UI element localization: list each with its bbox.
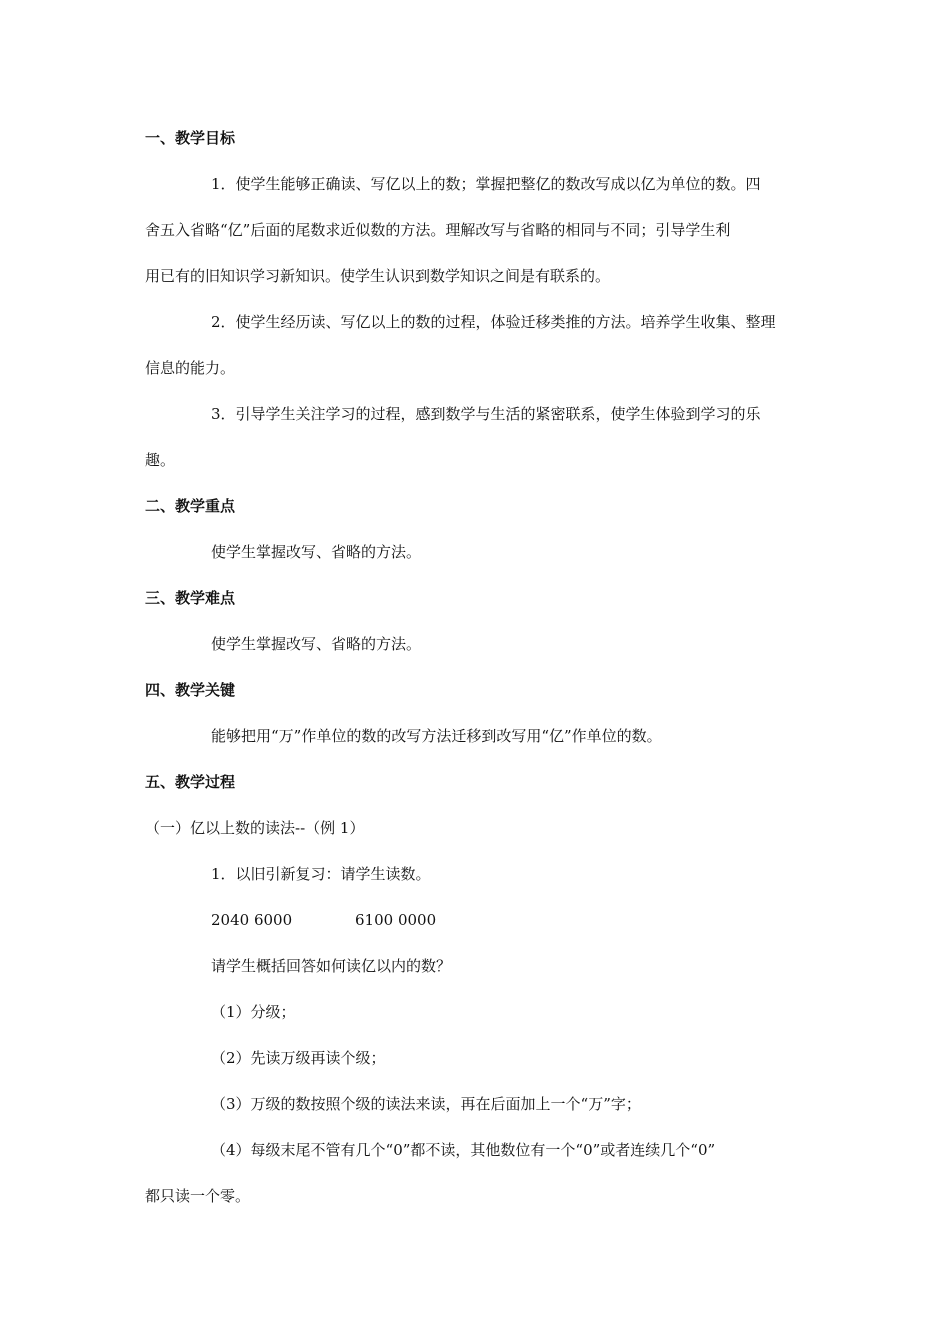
goal-2-line-1: 2．使学生经历读、写亿以上的数的过程，体验迁移类推的方法。培养学生收集、整理 bbox=[211, 313, 776, 331]
goal-3-line-1: 3．引导学生关注学习的过程，感到数学与生活的紧密联系，使学生体验到学习的乐 bbox=[211, 405, 761, 423]
goal-1-line-3: 用已有的旧知识学习新知识。使学生认识到数学知识之间是有联系的。 bbox=[145, 267, 611, 285]
goal-3-line-2: 趣。 bbox=[145, 451, 176, 469]
goal-1-line-2: 舍五入省略“亿”后面的尾数求近似数的方法。理解改写与省略的相同与不同；引导学生利 bbox=[145, 221, 731, 239]
key-text: 能够把用“万”作单位的数的改写方法迁移到改写用“亿”作单位的数。 bbox=[211, 727, 662, 745]
answer-3: （3）万级的数按照个级的读法来读，再在后面加上一个“万”字； bbox=[211, 1095, 641, 1113]
goal-1-line-1: 1．使学生能够正确读、写亿以上的数；掌握把整亿的数改写成以亿为单位的数。四 bbox=[211, 175, 761, 193]
answer-4-line-1: （4）每级末尾不管有几个“0”都不读，其他数位有一个“0”或者连续几个“0” bbox=[211, 1141, 716, 1159]
question-text: 请学生概括回答如何读亿以内的数？ bbox=[211, 957, 452, 975]
heading-process: 五、教学过程 bbox=[145, 773, 236, 791]
example-number-1: 2040 6000 bbox=[211, 911, 293, 929]
difficulties-text: 使学生掌握改写、省略的方法。 bbox=[211, 635, 422, 653]
subsection-reading: （一）亿以上数的读法--（例 1） bbox=[145, 819, 365, 837]
goal-2-line-2: 信息的能力。 bbox=[145, 359, 236, 377]
key-points-text: 使学生掌握改写、省略的方法。 bbox=[211, 543, 422, 561]
heading-key-points: 二、教学重点 bbox=[145, 497, 236, 515]
answer-4-line-2: 都只读一个零。 bbox=[145, 1187, 251, 1205]
answer-2: （2）先读万级再读个级； bbox=[211, 1049, 386, 1067]
example-number-2: 6100 0000 bbox=[355, 911, 437, 929]
heading-difficulties: 三、教学难点 bbox=[145, 589, 236, 607]
heading-teaching-goals: 一、教学目标 bbox=[145, 129, 236, 147]
answer-1: （1）分级； bbox=[211, 1003, 296, 1021]
heading-key: 四、教学关键 bbox=[145, 681, 236, 699]
process-item-1: 1．以旧引新复习：请学生读数。 bbox=[211, 865, 431, 883]
